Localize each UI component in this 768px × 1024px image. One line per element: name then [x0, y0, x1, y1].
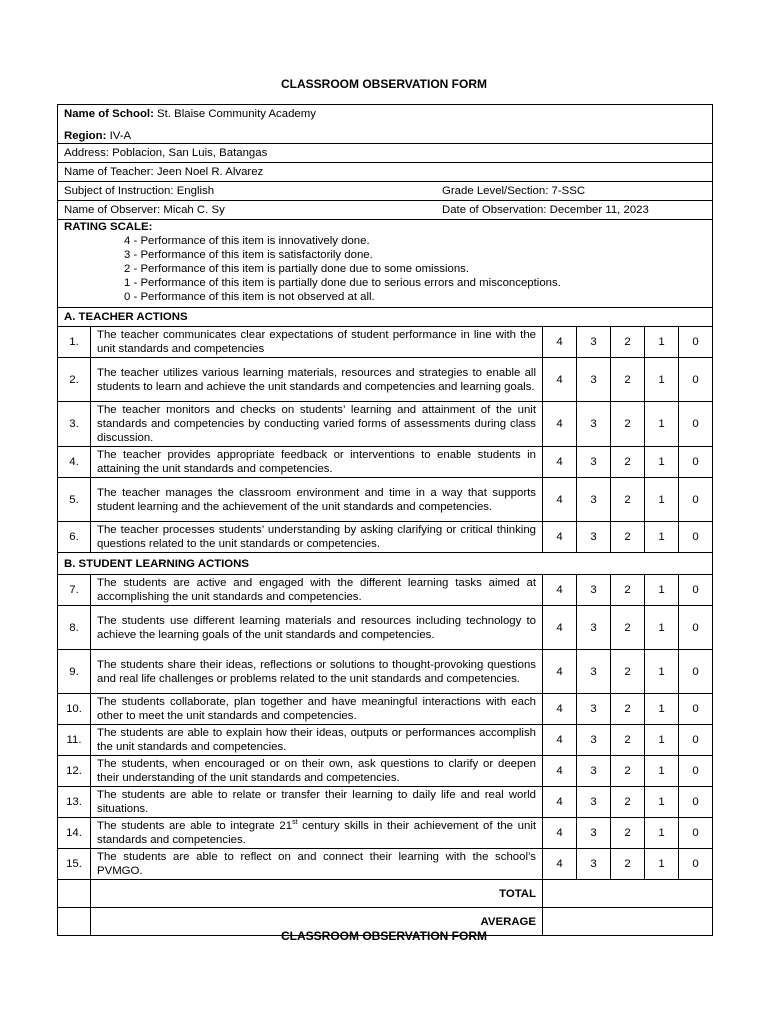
item-number: 12. — [58, 756, 91, 787]
item-text: The students are active and engaged with the different learning tasks aimed at accomplishing the unit standards and competencies. — [91, 575, 543, 606]
score-1-option[interactable]: 1 — [645, 650, 679, 694]
score-4-option[interactable]: 4 — [543, 575, 577, 606]
rating-scale-line: 4 - Performance of this item is innovatively done. — [124, 235, 370, 247]
item-number: 11. — [58, 725, 91, 756]
score-4-option[interactable]: 4 — [543, 522, 577, 553]
score-3-option[interactable]: 3 — [577, 522, 611, 553]
rating-scale-heading: RATING SCALE: — [64, 221, 153, 233]
score-2-option[interactable]: 2 — [611, 756, 645, 787]
form-title: CLASSROOM OBSERVATION FORM — [280, 77, 487, 91]
item-number: 15. — [58, 849, 91, 880]
rating-scale — [58, 220, 713, 308]
item-number: 5. — [58, 478, 91, 522]
item-text: The teacher manages the classroom environment and time in a way that supports student learning and the achievement of the unit standards and competencies. — [91, 478, 543, 522]
score-4-option[interactable]: 4 — [543, 849, 577, 880]
teacher-field: Name of Teacher: Jeen Noel R. Alvarez — [58, 163, 713, 182]
school-region-row — [58, 105, 713, 144]
table-row — [58, 575, 713, 606]
score-1-option[interactable]: 1 — [645, 575, 679, 606]
score-2-option[interactable]: 2 — [611, 650, 645, 694]
score-0-option[interactable]: 0 — [679, 725, 713, 756]
score-4-option[interactable]: 4 — [543, 478, 577, 522]
item-number: 10. — [58, 694, 91, 725]
score-2-option[interactable]: 2 — [611, 694, 645, 725]
score-2-option[interactable]: 2 — [611, 606, 645, 650]
score-1-option[interactable]: 1 — [645, 694, 679, 725]
table-row — [58, 447, 713, 478]
score-2-option[interactable]: 2 — [611, 358, 645, 402]
average-label: AVERAGE — [91, 908, 543, 936]
item-number: 4. — [58, 447, 91, 478]
score-2-option[interactable]: 2 — [611, 787, 645, 818]
score-1-option[interactable]: 1 — [645, 478, 679, 522]
score-1-option[interactable]: 1 — [645, 522, 679, 553]
score-2-option[interactable]: 2 — [611, 818, 645, 849]
score-1-option[interactable]: 1 — [645, 358, 679, 402]
item-number: 9. — [58, 650, 91, 694]
item-text: The students collaborate, plan together and have meaningful interactions with each other to meet the unit standards and competencies. — [91, 694, 543, 725]
score-2-option[interactable]: 2 — [611, 447, 645, 478]
score-3-option[interactable]: 3 — [577, 606, 611, 650]
score-3-option[interactable]: 3 — [577, 787, 611, 818]
item-text: The students are able to relate or transfer their learning to daily life and real world situations. — [91, 787, 543, 818]
item-number: 2. — [58, 358, 91, 402]
score-3-option[interactable]: 3 — [577, 478, 611, 522]
score-0-option[interactable]: 0 — [679, 849, 713, 880]
item-number: 6. — [58, 522, 91, 553]
item-number: 7. — [58, 575, 91, 606]
score-0-option[interactable]: 0 — [679, 575, 713, 606]
score-1-option[interactable]: 1 — [645, 447, 679, 478]
score-2-option[interactable]: 2 — [611, 522, 645, 553]
section-b-heading: B. STUDENT LEARNING ACTIONS — [58, 553, 713, 575]
score-0-option[interactable]: 0 — [679, 787, 713, 818]
observer-field: Name of Observer: Micah C. Sy — [64, 204, 225, 216]
item-text: The students are able to integrate 21st century skills in their achievement of the unit standards and competencies. — [91, 818, 543, 849]
score-0-option[interactable]: 0 — [679, 402, 713, 447]
score-1-option[interactable]: 1 — [645, 402, 679, 447]
rating-scale-line: 1 - Performance of this item is partially done due to serious errors and misconceptions. — [124, 277, 561, 289]
address-field: Address: Poblacion, San Luis, Batangas — [58, 144, 713, 163]
score-0-option[interactable]: 0 — [679, 818, 713, 849]
table-row — [58, 849, 713, 880]
score-1-option[interactable]: 1 — [645, 327, 679, 358]
score-3-option[interactable]: 3 — [577, 447, 611, 478]
score-3-option[interactable]: 3 — [577, 756, 611, 787]
table-row — [58, 478, 713, 522]
score-3-option[interactable]: 3 — [577, 818, 611, 849]
item-text: The teacher utilizes various learning materials, resources and strategies to enable all students to learn and achieve the unit standards and competencies and learning goals. — [91, 358, 543, 402]
score-4-option[interactable]: 4 — [543, 327, 577, 358]
item-number: 3. — [58, 402, 91, 447]
total-label: TOTAL — [91, 880, 543, 908]
score-1-option[interactable]: 1 — [645, 787, 679, 818]
score-4-option[interactable]: 4 — [543, 358, 577, 402]
table-row — [58, 402, 713, 447]
score-4-option[interactable]: 4 — [543, 402, 577, 447]
item-text: The students are able to reflect on and connect their learning with the school’s PVMGO. — [91, 849, 543, 880]
observation-form-table — [57, 104, 713, 936]
score-0-option[interactable]: 0 — [679, 694, 713, 725]
score-3-option[interactable]: 3 — [577, 849, 611, 880]
table-row — [58, 522, 713, 553]
score-3-option[interactable]: 3 — [577, 402, 611, 447]
score-3-option[interactable]: 3 — [577, 725, 611, 756]
rating-scale-line: 3 - Performance of this item is satisfactorily done. — [124, 249, 373, 261]
score-3-option[interactable]: 3 — [577, 327, 611, 358]
item-text: The students use different learning materials and resources including technology to achieve the learning goals of the unit standards and competencies. — [91, 606, 543, 650]
score-3-option[interactable]: 3 — [577, 358, 611, 402]
region-field: Region: IV-A — [64, 130, 132, 142]
item-text: The teacher monitors and checks on students’ learning and attainment of the unit standards and competencies by conducting varied forms of assessments during class discussion. — [91, 402, 543, 447]
score-2-option[interactable]: 2 — [611, 327, 645, 358]
item-number: 14. — [58, 818, 91, 849]
item-text: The students, when encouraged or on their own, ask questions to clarify or deepen their understanding of the unit standards and competencies. — [91, 756, 543, 787]
table-row — [58, 787, 713, 818]
score-0-option[interactable]: 0 — [679, 756, 713, 787]
score-1-option[interactable]: 1 — [645, 606, 679, 650]
superscript: st — [292, 819, 298, 827]
score-4-option[interactable]: 4 — [543, 787, 577, 818]
score-2-option[interactable]: 2 — [611, 575, 645, 606]
date-field: Date of Observation: December 11, 2023 — [442, 204, 649, 216]
score-3-option[interactable]: 3 — [577, 575, 611, 606]
subject-field: Subject of Instruction: English — [64, 185, 215, 197]
table-row — [58, 756, 713, 787]
score-0-option[interactable]: 0 — [679, 606, 713, 650]
score-2-option[interactable]: 2 — [611, 849, 645, 880]
table-row — [58, 606, 713, 650]
score-0-option[interactable]: 0 — [679, 447, 713, 478]
score-1-option[interactable]: 1 — [645, 725, 679, 756]
score-0-option[interactable]: 0 — [679, 327, 713, 358]
score-4-option[interactable]: 4 — [543, 447, 577, 478]
table-row — [58, 694, 713, 725]
score-1-option[interactable]: 1 — [645, 818, 679, 849]
score-0-option[interactable]: 0 — [679, 650, 713, 694]
score-1-option[interactable]: 1 — [645, 756, 679, 787]
score-0-option[interactable]: 0 — [679, 478, 713, 522]
score-4-option[interactable]: 4 — [543, 694, 577, 725]
item-text: The students are able to explain how their ideas, outputs or performances accomplish the unit standards and competencies. — [91, 725, 543, 756]
table-row — [58, 725, 713, 756]
score-4-option[interactable]: 4 — [543, 725, 577, 756]
score-0-option[interactable]: 0 — [679, 522, 713, 553]
score-3-option[interactable]: 3 — [577, 694, 611, 725]
score-4-option[interactable]: 4 — [543, 756, 577, 787]
rating-scale-line: 2 - Performance of this item is partially done due to some omissions. — [124, 263, 470, 275]
table-row — [58, 327, 713, 358]
score-2-option[interactable]: 2 — [611, 725, 645, 756]
table-row — [58, 358, 713, 402]
grade-field: Grade Level/Section: 7-SSC — [442, 185, 586, 197]
school-field: Name of School: St. Blaise Community Academy — [64, 108, 316, 120]
item-text: The teacher communicates clear expectations of student performance in line with the unit standards and competencies — [91, 327, 543, 358]
form-title-bottom: CLASSROOM OBSERVATION FORM — [280, 929, 487, 943]
rating-scale-line: 0 - Performance of this item is not observed at all. — [124, 291, 375, 303]
item-number: 1. — [58, 327, 91, 358]
score-0-option[interactable]: 0 — [679, 358, 713, 402]
table-row — [58, 818, 713, 849]
score-1-option[interactable]: 1 — [645, 849, 679, 880]
item-number: 8. — [58, 606, 91, 650]
observer-date-row — [58, 201, 713, 220]
score-4-option[interactable]: 4 — [543, 606, 577, 650]
score-2-option[interactable]: 2 — [611, 402, 645, 447]
item-number: 13. — [58, 787, 91, 818]
score-4-option[interactable]: 4 — [543, 650, 577, 694]
table-row — [58, 650, 713, 694]
score-2-option[interactable]: 2 — [611, 478, 645, 522]
section-a-heading: A. TEACHER ACTIONS — [58, 308, 713, 327]
item-text: The teacher provides appropriate feedback or interventions to enable students in attaining the unit standards and competencies. — [91, 447, 543, 478]
total-row — [58, 880, 713, 908]
subject-grade-row — [58, 182, 713, 201]
total-blank-cell — [58, 880, 91, 908]
total-value-field[interactable] — [543, 880, 713, 908]
score-3-option[interactable]: 3 — [577, 650, 611, 694]
item-text: The students share their ideas, reflections or solutions to thought-provoking questions and real life challenges or problems related to the unit standards and competencies. — [91, 650, 543, 694]
score-4-option[interactable]: 4 — [543, 818, 577, 849]
item-text: The teacher processes students’ understanding by asking clarifying or critical thinking questions related to the unit standards or competencies. — [91, 522, 543, 553]
